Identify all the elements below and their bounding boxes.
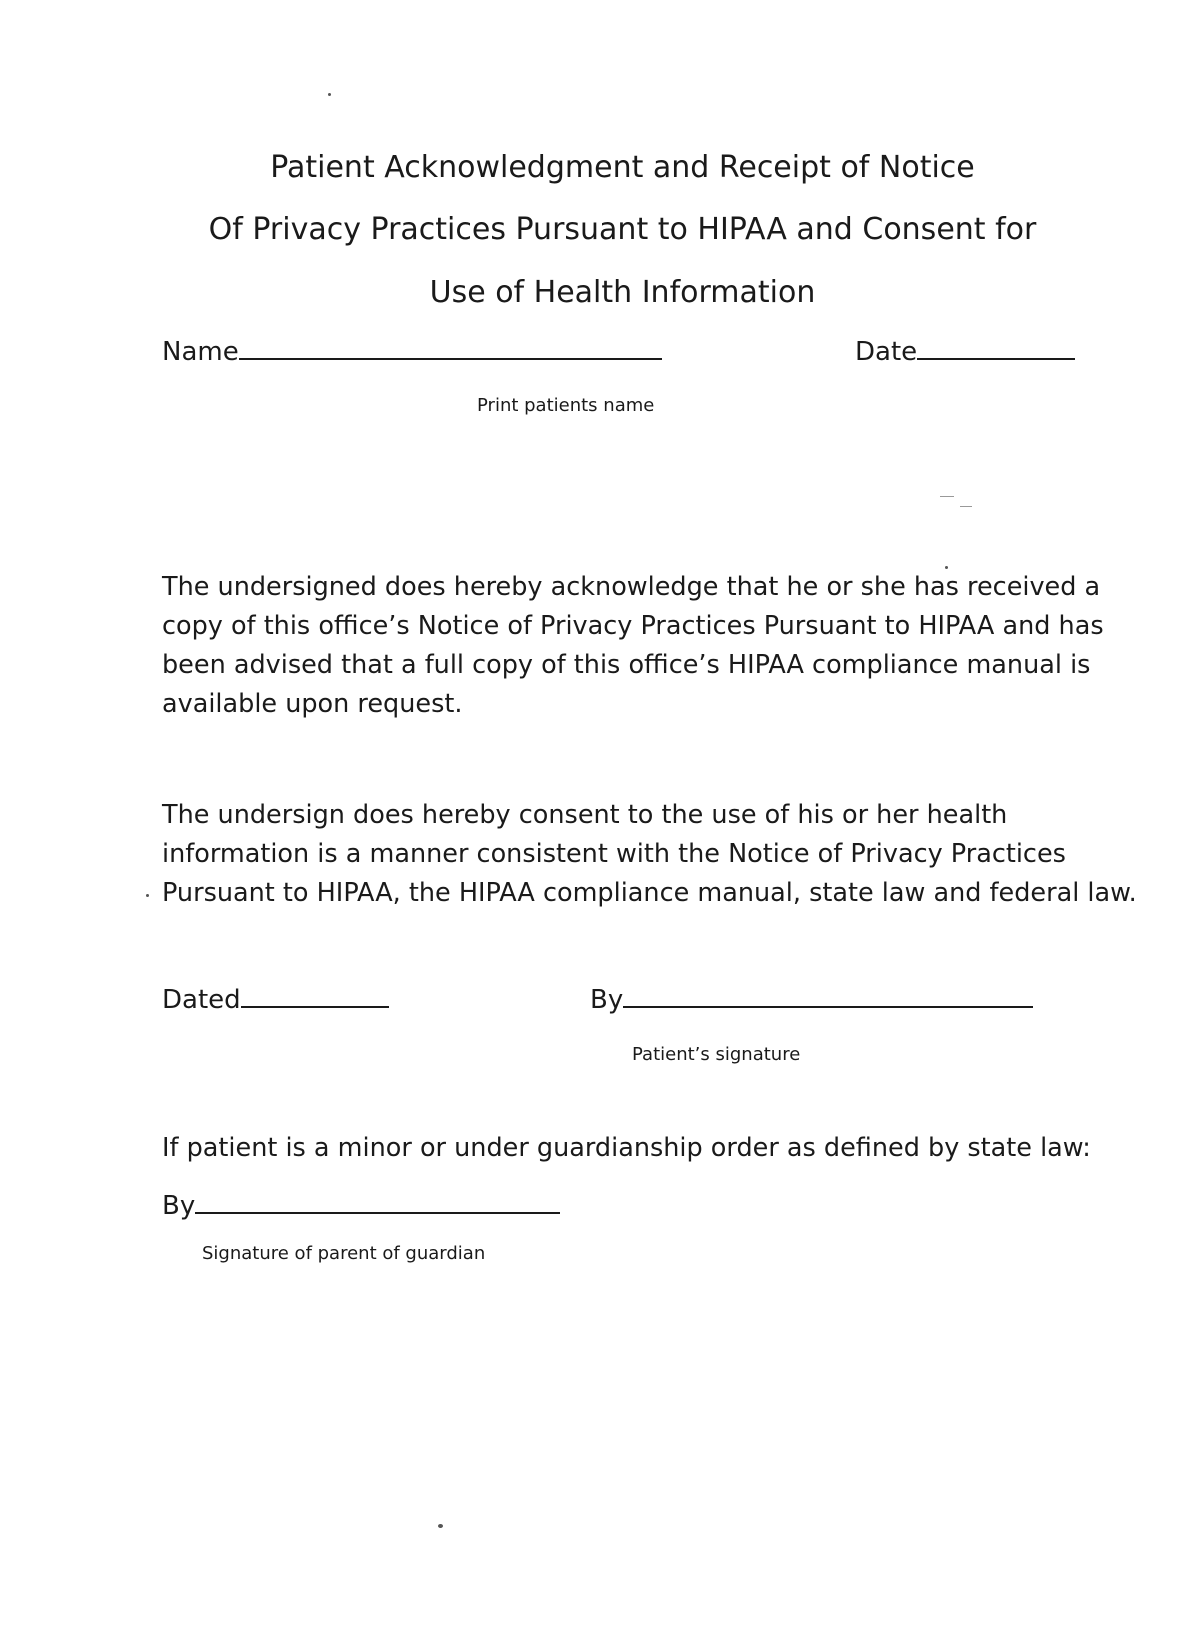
guardian-signature-field xyxy=(162,1190,560,1222)
dated-field xyxy=(162,984,389,1016)
consent-paragraph xyxy=(162,796,1172,913)
name-field xyxy=(162,336,662,368)
acknowledgment-line-2: copy of this office’s Notice of Privacy Practices Pursuant to HIPAA and has xyxy=(162,611,1104,641)
dated-label: Dated xyxy=(162,985,241,1015)
patient-signature-field xyxy=(590,984,1033,1016)
guardian-signature-caption: Signature of parent of guardian xyxy=(202,1243,486,1264)
name-caption: Print patients name xyxy=(477,395,655,416)
acknowledgment-paragraph xyxy=(162,568,1172,724)
form-title-line-3: Use of Health Information xyxy=(429,275,816,310)
scan-speck xyxy=(328,93,331,96)
scan-speck xyxy=(960,506,972,507)
date-label: Date xyxy=(855,337,918,367)
minor-statement: If patient is a minor or under guardianship order as defined by state law: xyxy=(162,1133,1091,1163)
consent-line-3: Pursuant to HIPAA, the HIPAA compliance manual, state law and federal law. xyxy=(162,878,1137,908)
by-label: By xyxy=(590,985,624,1015)
consent-line-1: The undersign does hereby consent to the use of his or her health xyxy=(162,800,1008,830)
patient-signature-line[interactable] xyxy=(623,984,1033,1008)
guardian-signature-line[interactable] xyxy=(195,1190,560,1214)
dated-input-line[interactable] xyxy=(241,984,389,1008)
scan-speck xyxy=(940,496,954,497)
date-field xyxy=(855,336,1075,368)
scan-speck xyxy=(438,1524,443,1528)
acknowledgment-line-4: available upon request. xyxy=(162,689,463,719)
scan-speck xyxy=(146,894,149,897)
consent-line-2: information is a manner consistent with the Notice of Privacy Practices xyxy=(162,839,1066,869)
scan-speck xyxy=(945,566,948,569)
acknowledgment-line-1: The undersigned does hereby acknowledge that he or she has received a xyxy=(162,572,1101,602)
date-input-line[interactable] xyxy=(917,336,1075,360)
patient-signature-caption: Patient’s signature xyxy=(632,1044,801,1065)
form-title-line-1: Patient Acknowledgment and Receipt of Notice xyxy=(270,150,975,185)
name-label: Name xyxy=(162,337,239,367)
name-input-line[interactable] xyxy=(239,336,662,360)
acknowledgment-line-3: been advised that a full copy of this office’s HIPAA compliance manual is xyxy=(162,650,1091,680)
form-title-line-2: Of Privacy Practices Pursuant to HIPAA and Consent for xyxy=(208,212,1037,247)
guardian-by-label: By xyxy=(162,1191,196,1221)
